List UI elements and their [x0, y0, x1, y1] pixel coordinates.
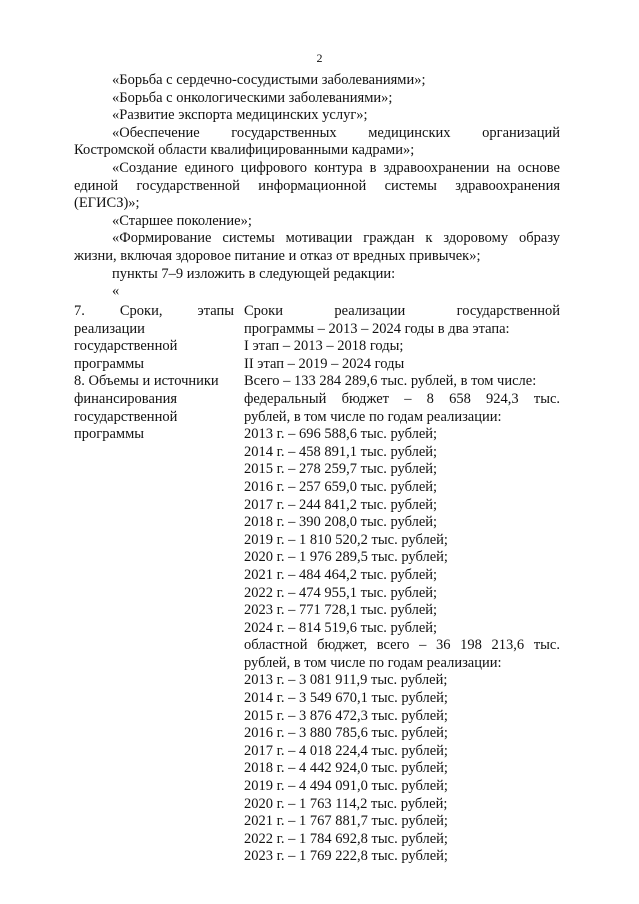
row-label: 7. Сроки, этапы реализации государственной программы: [74, 303, 234, 372]
page-number: 2: [316, 51, 323, 65]
paragraph: «Развитие экспорта медицинских услуг»;: [112, 107, 368, 124]
paragraph: «Формирование системы мотивации граждан к здоровому образу жизни, включая здоровое питание и отказ от вредных привычек»;: [74, 230, 560, 264]
body-text: [74, 72, 560, 301]
table-row: [74, 303, 560, 373]
row-label: 8. Объемы и источники финансирования государственной программы: [74, 373, 219, 443]
paragraph: «Старшее поколение»;: [112, 212, 252, 229]
paragraph: «Создание единого цифрового контура в здравоохранении на основе единой государственной информационной системы здравоохранения (ЕГИСЗ)»;: [74, 159, 560, 212]
paragraph: «Борьба с онкологическими заболеваниями»;: [112, 89, 393, 106]
row-value: Всего – 133 284 289,6 тыс. рублей, в том числе: федеральный бюджет – 8 658 924,3 тыс. рублей, в том числе по годам реализации: 2013 г. – 696 588,6 тыс. рублей; 2014 г. – 458 891,1 тыс. рублей; 2015 г. – 278 259,7 тыс. рублей; 2016 г. – 257 659,0 тыс. рублей; 2017 г. – 244 841,2 тыс. рублей; 2018 г. – 390 208,0 тыс. рублей; 2019 г. – 1 810 520,2 тыс. рублей; 2020 г. – 1 976 289,5 тыс. рублей; 2021 г. – 484 464,2 тыс. рублей; 2022 г. – 474 955,1 тыс. рублей; 2023 г. – 771 728,1 тыс. рублей; 2024 г. – 814 519,6 тыс. рублей; областной бюджет, всего – 36 198 213,6 тыс. рублей, в том числе по годам реализации: 2013 г. – 3 081 911,9 тыс. рублей; 2014 г. – 3 549 670,1 тыс. рублей; 2015 г. – 3 876 472,3 тыс. рублей; 2016 г. – 3 880 785,6 тыс. рублей; 2017 г. – 4 018 224,4 тыс. рублей; 2018 г. – 4 442 924,0 тыс. рублей; 2019 г. – 4 494 091,0 тыс. рублей; 2020 г. – 1 763 114,2 тыс. рублей; 2021 г. – 1 767 881,7 тыс. рублей; 2022 г. – 1 784 692,8 тыс. рублей; 2023 г. – 1 769 222,8 тыс. рублей;: [244, 373, 560, 865]
paragraph: «Борьба с сердечно-сосудистыми заболеваниями»;: [112, 72, 426, 88]
quote-mark: «: [112, 283, 120, 300]
paragraph: пункты 7–9 изложить в следующей редакции:: [112, 265, 396, 282]
paragraph: «Обеспечение государственных медицинских организаций Костромской области квалифицированными кадрами»;: [74, 124, 560, 159]
row-value: Сроки реализации государственной программы – 2013 – 2024 годы в два этапа: I этап – 2013 – 2018 годы; II этап – 2019 – 2024 годы: [244, 303, 560, 372]
table-row: [74, 373, 560, 866]
program-passport-table: [74, 303, 560, 866]
